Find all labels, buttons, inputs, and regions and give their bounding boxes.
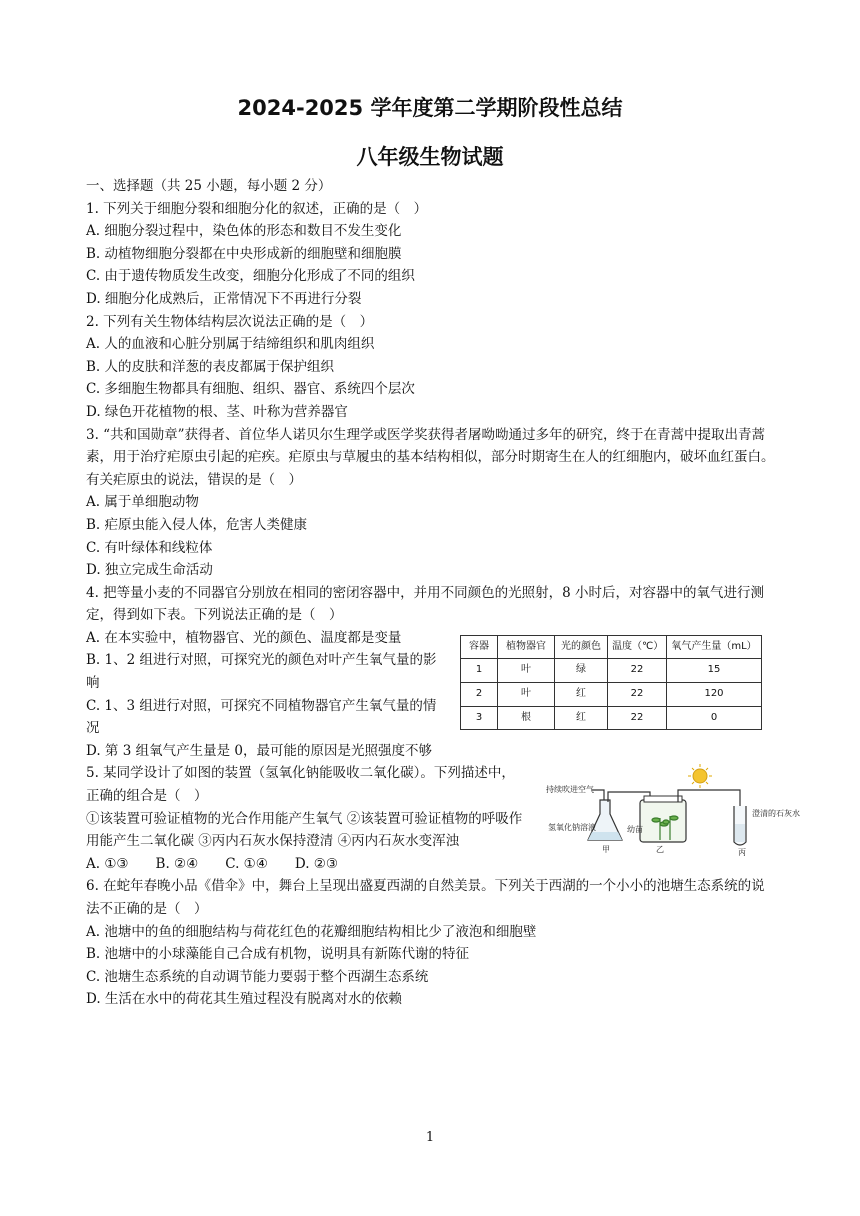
table-cell: 绿 xyxy=(555,659,608,683)
q2-option-b: B. 人的皮肤和洋葱的表皮都属于保护组织 xyxy=(86,358,335,375)
exam-body xyxy=(86,175,800,1011)
table-header-cell: 氧气产生量（mL） xyxy=(667,635,762,659)
air-label: 持续吹进空气 xyxy=(546,785,594,795)
table-cell: 红 xyxy=(555,683,608,707)
q4-stem: 4. 把等量小麦的不同器官分别放在相同的密闭容器中，并用不同颜色的光照射，8 小时后，对容器中的氧气进行测定，得到如下表。下列说法正确的是（ ） xyxy=(86,584,765,624)
table-cell: 120 xyxy=(667,683,762,707)
table-header-cell: 温度（℃） xyxy=(608,635,667,659)
oxygen-data-table xyxy=(460,635,762,730)
q1-option-a: A. 细胞分裂过程中，染色体的形态和数目不发生变化 xyxy=(86,223,402,240)
q4-option-b: B. 1、2 组进行对照，可探究光的颜色对叶产生氧气量的影响 xyxy=(86,652,437,692)
table-row xyxy=(461,659,762,683)
connect-tube-2 xyxy=(678,790,740,832)
q1-option-b: B. 动植物细胞分裂都在中央形成新的细胞壁和细胞膜 xyxy=(86,245,402,262)
table-cell: 22 xyxy=(608,706,667,730)
table-header-cell: 光的颜色 xyxy=(555,635,608,659)
q2-option-a: A. 人的血液和心脏分别属于结缔组织和肌肉组织 xyxy=(86,336,375,353)
table-cell: 红 xyxy=(555,706,608,730)
label-yi: 乙 xyxy=(656,845,664,855)
section-heading: 一、选择题（共 25 小题，每小题 2 分） xyxy=(86,178,332,194)
exam-title: 2024-2025 学年度第二学期阶段性总结 xyxy=(237,96,623,120)
table-cell: 根 xyxy=(498,706,555,730)
table-cell: 22 xyxy=(608,683,667,707)
limewater-label: 澄清的石灰水 xyxy=(752,809,800,819)
q4-area xyxy=(86,627,776,740)
label-bing: 丙 xyxy=(738,848,746,858)
q2-option-d: D. 绿色开花植物的根、茎、叶称为营养器官 xyxy=(86,403,348,420)
q3-stem: 3. “共和国勋章”获得者、首位华人诺贝尔生理学或医学奖获得者屠呦呦通过多年的研究，终于在青蒿中提取出青蒿素，用于治疗疟原虫引起的疟疾。疟原虫与草履虫的基本结构相似，部分时期寄生在人的红细胞内，破坏血红蛋白。有关疟原虫的说法，错误的是（ ） xyxy=(86,426,775,488)
q6-option-a: A. 池塘中的鱼的细胞结构与荷花红色的花瓣细胞结构相比少了液泡和细胞壁 xyxy=(86,923,537,940)
q5-area xyxy=(86,762,800,875)
q4-option-a: A. 在本实验中，植物器官、光的颜色、温度都是变量 xyxy=(86,629,402,646)
q5-options: A. ①③ B. ②④ C. ①④ D. ②③ xyxy=(86,855,339,872)
q5-stem: 5. 某同学设计了如图的装置（氢氧化钠能吸收二氧化碳）。下列描述中，正确的组合是（ ） xyxy=(86,765,515,805)
exam-subtitle: 八年级生物试题 xyxy=(356,145,504,169)
q6-option-d: D. 生活在水中的荷花其生殖过程没有脱离对水的依赖 xyxy=(86,991,402,1008)
q5-statements: ①该装置可验证植物的光合作用能产生氧气 ②该装置可验证植物的呼吸作用能产生二氧化碳 ③丙内石灰水保持澄清 ④丙内石灰水变浑浊 xyxy=(86,810,523,850)
q4-option-d: D. 第 3 组氧气产生量是 0，最可能的原因是光照强度不够 xyxy=(86,742,432,759)
q3-option-c: C. 有叶绿体和线粒体 xyxy=(86,539,213,556)
table-header-cell: 容器 xyxy=(461,635,498,659)
q6-option-c: C. 池塘生态系统的自动调节能力要弱于整个西湖生态系统 xyxy=(86,968,429,985)
q2-option-c: C. 多细胞生物都具有细胞、组织、器官、系统四个层次 xyxy=(86,381,415,398)
table-cell: 2 xyxy=(461,683,498,707)
sun-icon xyxy=(688,764,712,788)
q6-stem: 6. 在蛇年春晚小品《借伞》中，舞台上呈现出盛夏西湖的自然美景。下列关于西湖的一个小小的池塘生态系统的说法不正确的是（ ） xyxy=(86,878,765,917)
q3-option-a: A. 属于单细胞动物 xyxy=(86,494,199,511)
table-row xyxy=(461,706,762,730)
q1-option-c: C. 由于遗传物质发生改变，细胞分化形成了不同的组织 xyxy=(86,268,415,285)
table-cell: 叶 xyxy=(498,683,555,707)
experiment-apparatus-figure xyxy=(544,762,800,858)
table-cell: 22 xyxy=(608,659,667,683)
q3-option-d: D. 独立完成生命活动 xyxy=(86,562,213,579)
table-row xyxy=(461,683,762,707)
naoh-label: 氢氧化钠溶液 xyxy=(548,823,596,833)
table-header-row xyxy=(461,635,762,659)
q3-option-b: B. 疟原虫能入侵人体，危害人类健康 xyxy=(86,516,308,533)
table-header-cell: 植物器官 xyxy=(498,635,555,659)
q1-option-d: D. 细胞分化成熟后，正常情况下不再进行分裂 xyxy=(86,290,362,307)
page-number: 1 xyxy=(425,1130,435,1145)
q1-stem: 1. 下列关于细胞分裂和细胞分化的叙述，正确的是（ ） xyxy=(86,200,428,217)
table-cell: 15 xyxy=(667,659,762,683)
q2-stem: 2. 下列有关生物体结构层次说法正确的是（ ） xyxy=(86,313,374,330)
table-cell: 叶 xyxy=(498,659,555,683)
q4-option-c: C. 1、3 组进行对照，可探究不同植物器官产生氧气量的情况 xyxy=(86,697,437,737)
table-cell: 1 xyxy=(461,659,498,683)
table-cell: 0 xyxy=(667,706,762,730)
label-jia: 甲 xyxy=(602,845,610,855)
seedling-label: 幼苗 xyxy=(627,825,643,835)
q6-option-b: B. 池塘中的小球藻能自己合成有机物，说明具有新陈代谢的特征 xyxy=(86,946,470,963)
table-cell: 3 xyxy=(461,706,498,730)
